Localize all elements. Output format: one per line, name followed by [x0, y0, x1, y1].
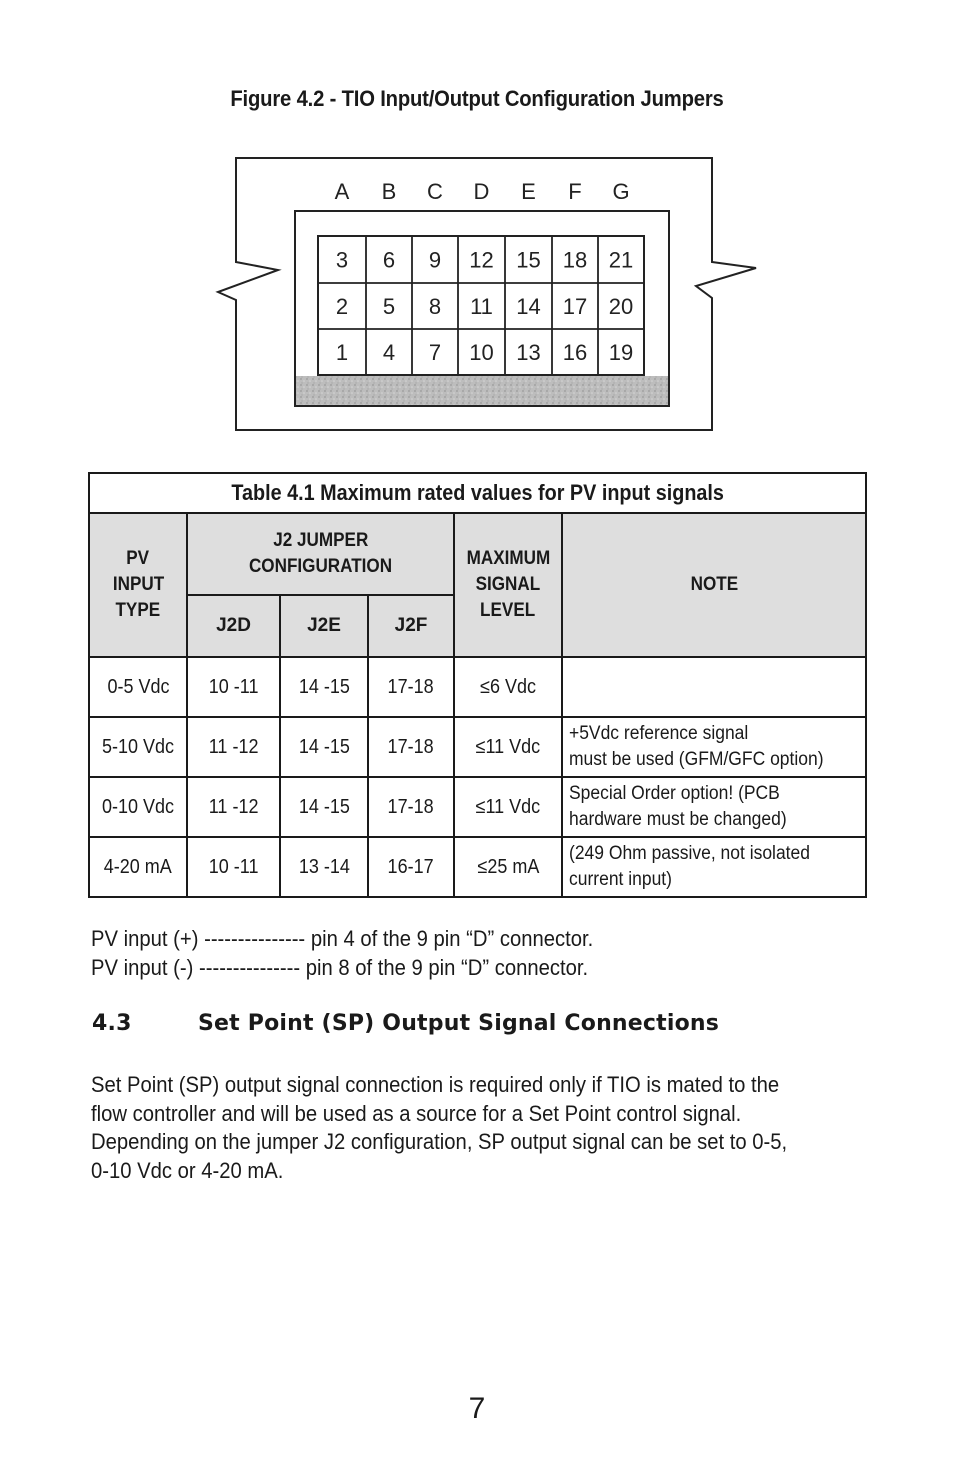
- column-label: E: [521, 179, 536, 204]
- pin-number: 15: [516, 247, 541, 273]
- cell-pv-type: 0-10 Vdc: [89, 777, 187, 837]
- section-number: 4.3: [92, 1011, 132, 1036]
- pin-number: 12: [469, 247, 494, 273]
- pin-number: 2: [335, 294, 349, 319]
- cell-pv-type: 5-10 Vdc: [89, 717, 187, 777]
- cell-max-level: ≤25 mA: [454, 837, 562, 897]
- pin-number: 4: [382, 340, 396, 365]
- page-number: 7: [468, 1392, 486, 1425]
- cell-j2e: 13 -14: [280, 837, 368, 897]
- cell-j2f: 17-18: [368, 777, 454, 837]
- figure-title: Figure 4.2 - TIO Input/Output Configuration Jumpers: [230, 86, 724, 111]
- pin-number: 5: [382, 294, 396, 319]
- paragraph-line: flow controller and will be used as a source for a Set Point control signal.: [91, 1100, 742, 1126]
- paragraph-line: Depending on the jumper J2 configuration, SP output signal can be set to 0-5,: [91, 1129, 788, 1155]
- cell-j2d: 11 -12: [187, 777, 280, 837]
- column-label: G: [612, 179, 630, 204]
- cell-note: (249 Ohm passive, not isolated current input): [562, 837, 866, 897]
- column-label: F: [568, 179, 582, 204]
- pin-number: 7: [428, 340, 442, 365]
- cell-pv-type: 4-20 mA: [89, 837, 187, 897]
- column-label: B: [381, 179, 397, 204]
- pin-number: 17: [562, 294, 588, 319]
- header-j2d: J2D: [187, 595, 280, 657]
- cell-j2e: 14 -15: [280, 717, 368, 777]
- table-row: [89, 717, 866, 777]
- pin-number: 11: [470, 294, 493, 319]
- column-label: D: [473, 179, 490, 204]
- cell-max-level: ≤11 Vdc: [454, 717, 562, 777]
- pin-number: 16: [562, 340, 588, 365]
- cell-pv-type: 0-5 Vdc: [89, 657, 187, 717]
- pv-input-plus-line: PV input (+) --------------- pin 4 of the 9 pin “D” connector.: [91, 926, 594, 951]
- header-jumper-configuration: J2 JUMPER CONFIGURATION: [187, 513, 454, 595]
- table-caption: Table 4.1 Maximum rated values for PV input signals: [89, 473, 866, 513]
- paragraph-line: Set Point (SP) output signal connection is required only if TIO is mated to the: [91, 1072, 780, 1097]
- header-note: NOTE: [562, 513, 866, 657]
- header-pv-input-type: PV INPUT TYPE: [89, 513, 187, 657]
- pin-number: 21: [608, 247, 634, 273]
- table-row: [89, 837, 866, 897]
- pv-input-table: [88, 472, 867, 898]
- cell-j2d: 10 -11: [187, 837, 280, 897]
- header-j2f: J2F: [368, 595, 454, 657]
- cell-j2d: 10 -11: [187, 657, 280, 717]
- table-row: [89, 657, 866, 717]
- cell-j2f: 17-18: [368, 657, 454, 717]
- cell-j2e: 14 -15: [280, 657, 368, 717]
- cell-note: [562, 657, 866, 717]
- section-heading: [92, 1011, 719, 1036]
- pin-number: 14: [516, 294, 541, 319]
- cell-j2e: 14 -15: [280, 777, 368, 837]
- pin-number: 20: [608, 294, 634, 319]
- pv-input-minus-line: PV input (-) --------------- pin 8 of the 9 pin “D” connector.: [91, 955, 589, 980]
- pin-number: 8: [428, 294, 442, 319]
- cell-note: Special Order option! (PCB hardware must be changed): [562, 777, 866, 837]
- cell-j2d: 11 -12: [187, 717, 280, 777]
- cell-note: +5Vdc reference signal must be used (GFM/GFC option): [562, 717, 866, 777]
- section-title: Set Point (SP) Output Signal Connections: [198, 1011, 720, 1036]
- pin-number: 6: [382, 247, 396, 273]
- paragraph-line: 0-10 Vdc or 4-20 mA.: [91, 1157, 284, 1183]
- cell-max-level: ≤6 Vdc: [454, 657, 562, 717]
- cell-j2f: 17-18: [368, 717, 454, 777]
- pin-number: 1: [335, 340, 349, 365]
- table-row: [89, 777, 866, 837]
- pin-number: 10: [469, 340, 494, 365]
- section-paragraph: [91, 1071, 871, 1185]
- jumper-diagram: [0, 0, 954, 470]
- connector-base-shading: [296, 376, 668, 405]
- cell-j2f: 16-17: [368, 837, 454, 897]
- column-label: C: [427, 179, 443, 204]
- header-j2e: J2E: [280, 595, 368, 657]
- pin-number: 9: [428, 247, 442, 273]
- cell-max-level: ≤11 Vdc: [454, 777, 562, 837]
- pin-number: 3: [335, 247, 349, 273]
- pin-number: 19: [608, 340, 634, 365]
- header-max-signal-level: MAXIMUM SIGNAL LEVEL: [454, 513, 562, 657]
- pin-number: 18: [562, 247, 588, 273]
- column-label: A: [334, 179, 350, 204]
- pin-number: 13: [516, 340, 541, 365]
